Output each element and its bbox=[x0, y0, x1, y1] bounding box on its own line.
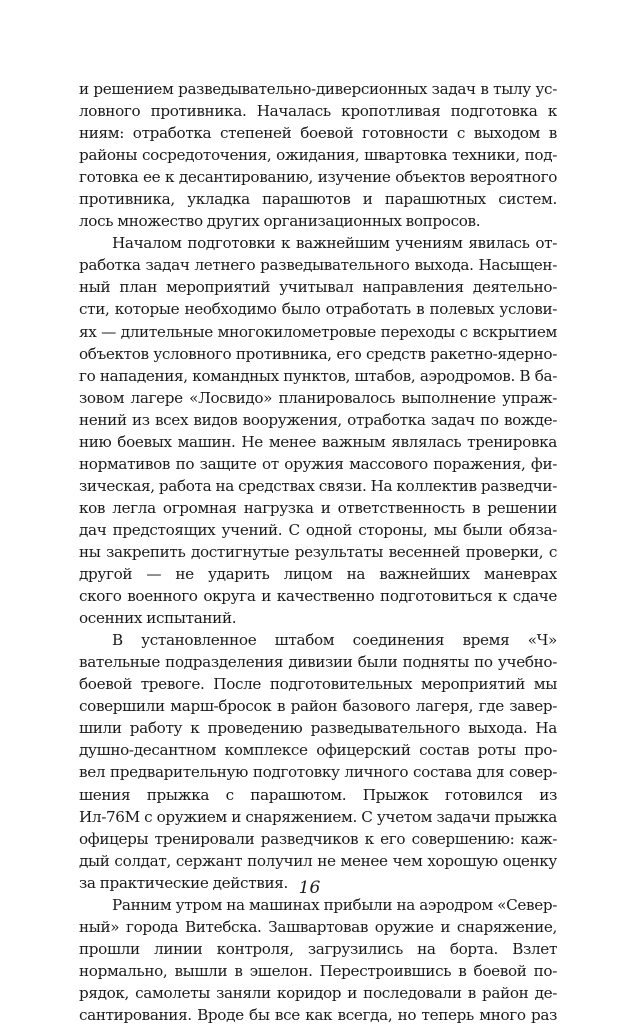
text-line: сантирования. Вроде бы все как всегда, но теперь много раз bbox=[79, 1005, 557, 1024]
text-line: совершили марш-бросок в район базового лагеря, где завер- bbox=[79, 697, 557, 716]
text-line: нормативов по защите от оружия массового поражения, фи- bbox=[79, 454, 557, 473]
text-line: и решением разведывательно-диверсионных задач в тылу ус- bbox=[79, 80, 557, 98]
text-line: офицеры тренировали разведчиков к его совершению: каж- bbox=[79, 829, 557, 848]
text-line: дач предстоящих учений. С одной стороны, мы были обяза- bbox=[79, 520, 557, 539]
text-line: душно-десантном комплексе офицерский состав роты про- bbox=[79, 741, 557, 760]
page-number: 16 bbox=[298, 878, 321, 898]
text-line: го нападения, командных пунктов, штабов, аэродромов. В ба- bbox=[79, 366, 557, 385]
text-line: противника, укладка парашютов и парашютных систем. bbox=[79, 190, 557, 209]
text-line: районы сосредоточения, ожидания, швартовка техники, под- bbox=[79, 146, 557, 165]
text-line: зовом лагере «Лосвидо» планировалось выполнение упраж- bbox=[79, 388, 557, 407]
text-line: рядок, самолеты заняли коридор и последовали в район де- bbox=[79, 983, 557, 1002]
text-line: ны закрепить достигнутые результаты весенней проверки, с bbox=[79, 542, 557, 561]
text-line: ный план мероприятий учитывал направления деятельно- bbox=[79, 278, 557, 297]
text-line: прошли линии контроля, загрузились на борта. Взлет bbox=[79, 939, 557, 958]
text-line: осенних испытаний. bbox=[79, 609, 237, 628]
text-line: боевой тревоге. После подготовительных мероприятий мы bbox=[79, 675, 557, 694]
text-line: работка задач летнего разведывательного выхода. Насыщен- bbox=[79, 256, 557, 275]
text-line: за практические действия. bbox=[79, 873, 288, 892]
text-line: нений из всех видов вооружения, отработка задач по вожде- bbox=[79, 410, 557, 429]
text-line: Началом подготовки к важнейшим учениям явилась от- bbox=[112, 234, 557, 253]
text-line: нормально, вышли в эшелон. Перестроившись в боевой по- bbox=[79, 961, 557, 980]
text-line: шили работу к проведению разведывательного выхода. На bbox=[79, 719, 557, 738]
text-line: Ил-76М с оружием и снаряжением. С учетом задачи прыжка bbox=[79, 807, 557, 826]
text-line: ный» города Витебска. Зашвартовав оружие и снаряжение, bbox=[79, 917, 557, 936]
text-line: другой — не ударить лицом на важнейших маневрах bbox=[79, 565, 557, 584]
text-line: объектов условного противника, его средств ракетно-ядерно- bbox=[79, 344, 557, 363]
text-line: дый солдат, сержант получил не менее чем хорошую оценку bbox=[79, 851, 557, 870]
text-line: готовка ее к десантированию, изучение объектов вероятного bbox=[79, 168, 557, 187]
text-line: ниям: отработка степеней боевой готовности с выходом в bbox=[79, 124, 557, 143]
text-line: зическая, работа на средствах связи. На коллектив разведчи- bbox=[79, 476, 557, 495]
text-line: вел предварительную подготовку личного состава для совер- bbox=[79, 763, 557, 782]
text-line: ловного противника. Началась кропотливая подготовка к bbox=[79, 102, 557, 121]
text-line: ков легла огромная нагрузка и ответственность в решении bbox=[79, 498, 557, 517]
text-line: ского военного округа и качественно подготовиться к сдаче bbox=[79, 587, 557, 606]
text-line: Ранним утром на машинах прибыли на аэродром «Север- bbox=[112, 895, 557, 914]
text-line: сти, которые необходимо было отработать в полевых услови- bbox=[79, 300, 557, 319]
text-line: нию боевых машин. Не менее важным являлась тренировка bbox=[79, 432, 557, 451]
text-line: В установленное штабом соединения время «Ч» bbox=[112, 631, 557, 650]
text-line: ях — длительные многокилометровые переходы с вскрытием bbox=[79, 322, 557, 341]
text-line: шения прыжка с парашютом. Прыжок готовился из bbox=[79, 785, 557, 804]
text-line: лось множество других организационных вопросов. bbox=[79, 212, 481, 231]
text-line: вательные подразделения дивизии были подняты по учебно- bbox=[79, 653, 557, 672]
